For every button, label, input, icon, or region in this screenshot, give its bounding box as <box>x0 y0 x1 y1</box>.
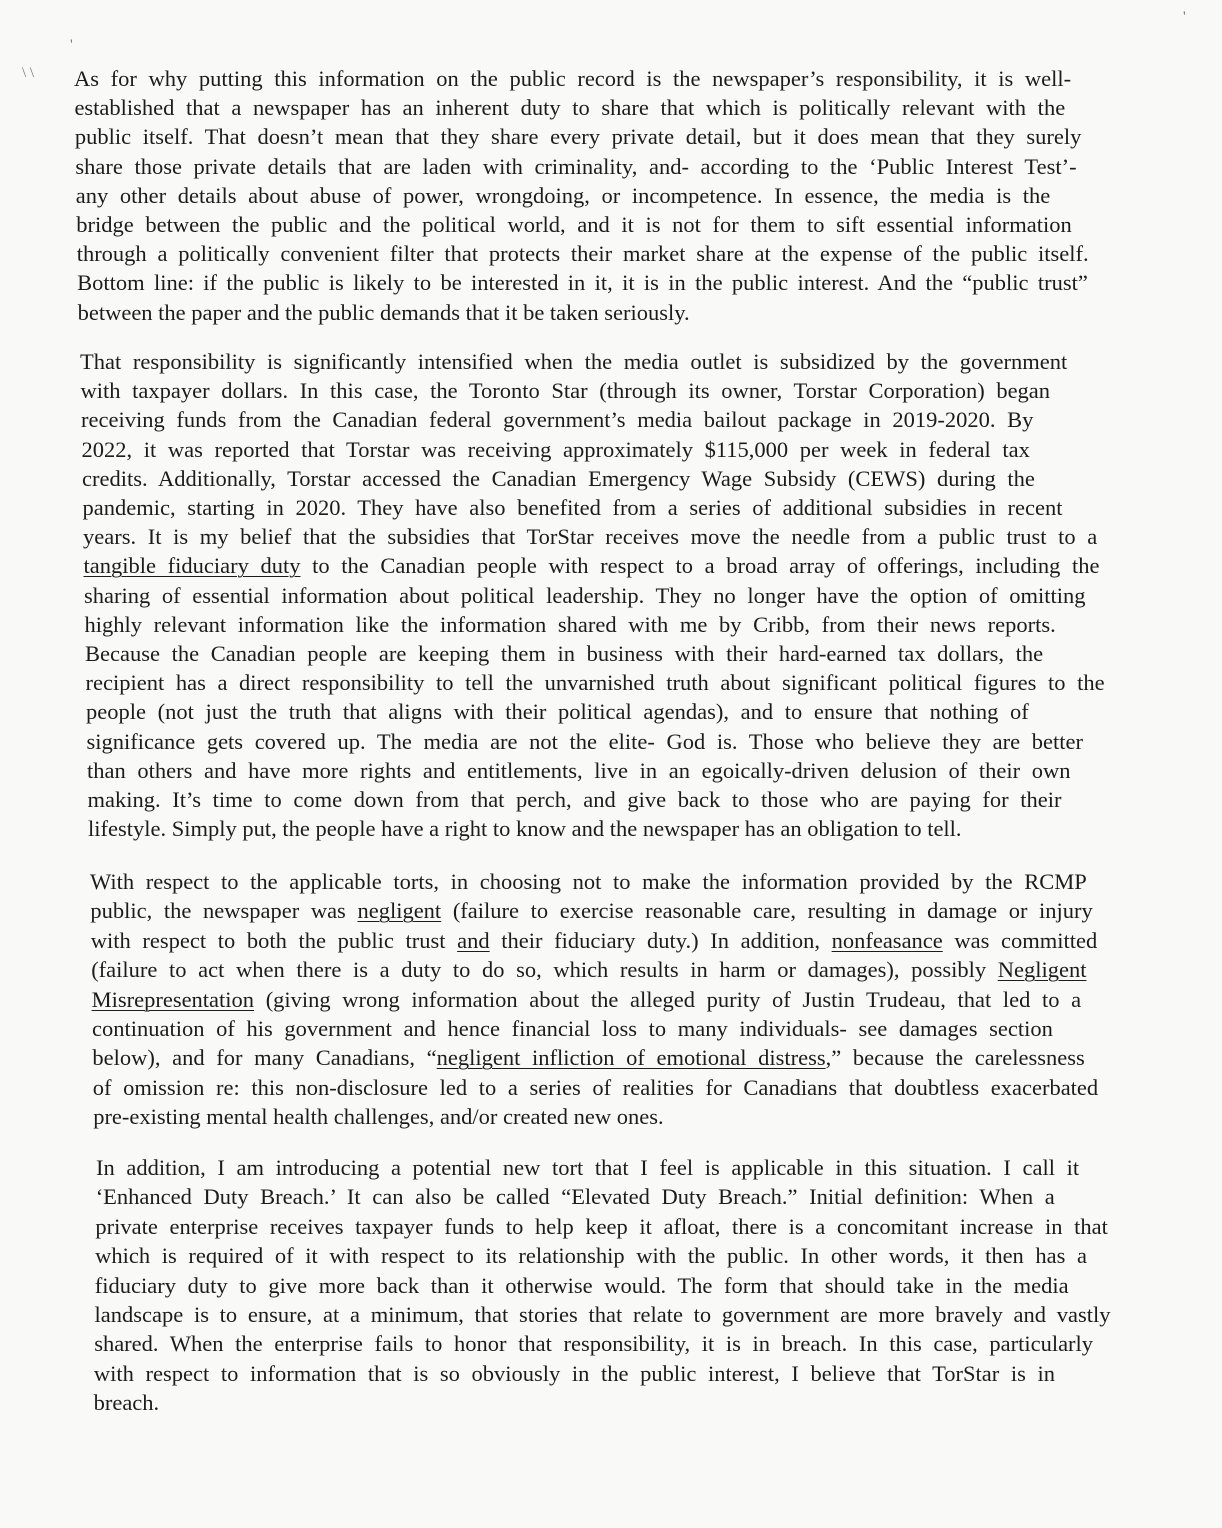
paragraph-3-line <box>91 928 1097 954</box>
paragraph-4-line <box>94 1390 160 1416</box>
text-run: bridge between the public and the political world, and it is not for them to sift essential information <box>76 212 1072 237</box>
paragraph-2-line <box>87 758 1071 784</box>
underlined-phrase: Misrepresentation <box>91 986 255 1012</box>
paragraph-3-line <box>92 987 1081 1013</box>
paragraph-2-line <box>86 670 1105 696</box>
paragraph-1-line <box>74 95 1065 121</box>
text-run: private enterprise receives taxpayer funds to help keep it afloat, there is a concomitant increase in that <box>95 1213 1108 1239</box>
text-run: As for why putting this information on the public record is the newspaper’s responsibility, it is well- <box>74 66 1072 91</box>
text-run: years. It is my belief that the subsidies that TorStar receives move the needle from a public trust to a <box>83 524 1098 550</box>
text-run: lifestyle. Simply put, the people have a right to know and the newspaper has an obligation to tell. <box>88 816 962 842</box>
text-run: highly relevant information like the information shared with me by Cribb, from their news reports. <box>84 611 1056 637</box>
text-run: (failure to act when there is a duty to do so, which results in harm or damages), possibly <box>91 957 998 983</box>
paragraph-2-line <box>84 583 1086 609</box>
underlined-phrase: tangible fiduciary duty <box>83 553 301 579</box>
underlined-phrase: negligent infliction of emotional distress <box>436 1045 826 1071</box>
paragraph-3-line <box>92 1045 1084 1071</box>
paragraph-4-line <box>95 1302 1111 1328</box>
paragraph-1-line <box>76 183 1050 209</box>
paragraph-3-line <box>90 898 1092 924</box>
text-run: people (not just the truth that aligns with their political agendas), and to ensure that nothing of <box>86 699 1029 725</box>
paragraph-1-line <box>77 241 1089 267</box>
text-run: public itself. That doesn’t mean that they share every private detail, but it does mean that they surely <box>74 124 1082 150</box>
paragraph-4-line <box>95 1243 1087 1269</box>
text-run: continuation of his government and hence financial loss to many individuals- see damages section <box>92 1016 1053 1041</box>
text-run: credits. Additionally, Torstar accessed the Canadian Emergency Wage Subsidy (CEWS) during the <box>82 465 1035 491</box>
paragraph-2-line <box>88 787 1062 813</box>
scan-mark-right: ' <box>1183 9 1186 25</box>
text-run: ,” because the carelessness <box>825 1045 1085 1071</box>
text-run: In addition, I am introducing a potential new tort that I feel is applicable in this situation. I call it <box>96 1155 1080 1180</box>
paragraph-2-line <box>85 612 1056 638</box>
paragraph-4-line <box>94 1361 1055 1387</box>
paragraph-4-line <box>96 1184 1055 1210</box>
paragraph-1-line <box>78 300 690 326</box>
text-run: between the paper and the public demands that it be taken seriously. <box>77 299 690 325</box>
underlined-phrase: negligent <box>357 898 442 924</box>
text-run: (giving wrong information about the alleged purity of Justin Trudeau, that led to a <box>254 986 1082 1012</box>
text-run: than others and have more rights and entitlements, live in an egoically-driven delusion of their own <box>87 757 1071 783</box>
text-run: recipient has a direct responsibility to tell the unvarnished truth about significant political figures to the <box>85 670 1105 696</box>
text-run: making. It’s time to come down from that perch, and give back to those who are paying for their <box>87 787 1062 812</box>
scan-mark-top: ' <box>70 37 73 53</box>
text-run: any other details about abuse of power, wrongdoing, or incompetence. In essence, the media is the <box>75 182 1051 208</box>
text-run: share those private details that are laden with criminality, and- according to the ‘Public Interest Test’- <box>75 153 1077 179</box>
text-run: to the Canadian people with respect to a broad array of offerings, including the <box>300 553 1100 579</box>
text-run: their fiduciary duty.) In addition, <box>489 927 832 953</box>
paragraph-2-line <box>83 524 1097 550</box>
paragraph-2-line <box>88 816 962 842</box>
text-run: established that a newspaper has an inherent duty to share that which is politically relevant with the <box>74 95 1066 121</box>
paragraph-4-line <box>95 1214 1108 1240</box>
paragraph-2-line <box>80 349 1067 375</box>
paragraph-2-line <box>85 641 1043 667</box>
text-run: 2022, it was reported that Torstar was receiving approximately $115,000 per week in federal tax <box>81 436 1030 462</box>
paragraph-1-line <box>74 66 1071 92</box>
text-run: with taxpayer dollars. In this case, the Toronto Star (through its owner, Torstar Corporation) began <box>80 378 1051 404</box>
text-run: with respect to both the public trust <box>90 927 458 953</box>
paragraph-1-line <box>77 270 1088 296</box>
paragraph-3-line <box>93 1104 663 1130</box>
text-run: Bottom line: if the public is likely to be interested in it, it is in the public interest. And the “public trust” <box>77 270 1088 296</box>
paragraph-2-line <box>87 729 1083 755</box>
paragraph-2-line <box>86 699 1029 725</box>
paragraph-2-line <box>82 466 1035 492</box>
text-run: landscape is to ensure, at a minimum, that stories that relate to government are more bravely and vastly <box>94 1302 1111 1327</box>
text-run: through a politically convenient filter that protects their market share at the expense of the public itself. <box>76 241 1089 267</box>
paragraph-2-line <box>81 378 1051 404</box>
paragraph-3-line <box>91 957 1086 983</box>
scan-mark-left: \ \ <box>22 65 35 81</box>
paragraph-2-line <box>82 437 1030 463</box>
text-run: With respect to the applicable torts, in choosing not to make the information provided by the RCMP <box>90 869 1087 894</box>
text-run: public, the newspaper was <box>90 898 358 924</box>
paragraph-3-line <box>90 869 1087 895</box>
text-run: ‘Enhanced Duty Breach.’ It can also be called “Elevated Duty Breach.” Initial definition: When a <box>95 1184 1055 1210</box>
text-run: breach. <box>93 1390 160 1416</box>
underlined-phrase: and <box>457 927 490 953</box>
paragraph-4-line <box>94 1331 1093 1357</box>
paragraph-4-line <box>95 1273 1069 1299</box>
paragraph-1-line <box>75 124 1082 150</box>
text-run: receiving funds from the Canadian federal government’s media bailout package in 2019-2020. By <box>81 407 1034 433</box>
paragraph-4-line <box>96 1155 1079 1181</box>
paragraph-1-line <box>76 212 1072 238</box>
paragraph-1-line <box>75 154 1076 180</box>
text-run: shared. When the enterprise fails to honor that responsibility, it is in breach. In this case, particularly <box>94 1331 1094 1357</box>
paragraph-3-line <box>92 1016 1053 1042</box>
paragraph-3-line <box>93 1075 1098 1101</box>
text-run: of omission re: this non-disclosure led to a series of realities for Canadians that doubtless exacerbated <box>92 1074 1099 1100</box>
text-run: sharing of essential information about political leadership. They no longer have the option of omitting <box>84 582 1086 608</box>
text-run: with respect to information that is so obviously in the public interest, I believe that TorStar is in <box>93 1360 1055 1386</box>
text-run: pandemic, starting in 2020. They have also benefited from a series of additional subsidies in recent <box>82 495 1063 520</box>
paragraph-2-line <box>84 553 1100 579</box>
paragraph-2-line <box>83 495 1063 521</box>
text-run: which is required of it with respect to its relationship with the public. In other words, it then has a <box>95 1243 1088 1269</box>
underlined-phrase: nonfeasance <box>831 927 943 953</box>
text-run: fiduciary duty to give more back than it otherwise would. The form that should take in the media <box>94 1272 1069 1298</box>
text-run: pre-existing mental health challenges, and/or created new ones. <box>93 1104 664 1130</box>
text-run: was committed <box>942 927 1098 953</box>
text-run: Because the Canadian people are keeping them in business with their hard-earned tax dollars, the <box>85 641 1044 666</box>
text-run: significance gets covered up. The media are not the elite- God is. Those who believe they are better <box>86 728 1083 754</box>
paragraph-2-line <box>81 407 1033 433</box>
underlined-phrase: Negligent <box>997 957 1087 983</box>
text-run: (failure to exercise reasonable care, resulting in damage or injury <box>441 898 1093 924</box>
text-run: That responsibility is significantly intensified when the media outlet is subsidized by the government <box>80 349 1068 374</box>
text-run: below), and for many Canadians, “ <box>92 1045 437 1071</box>
